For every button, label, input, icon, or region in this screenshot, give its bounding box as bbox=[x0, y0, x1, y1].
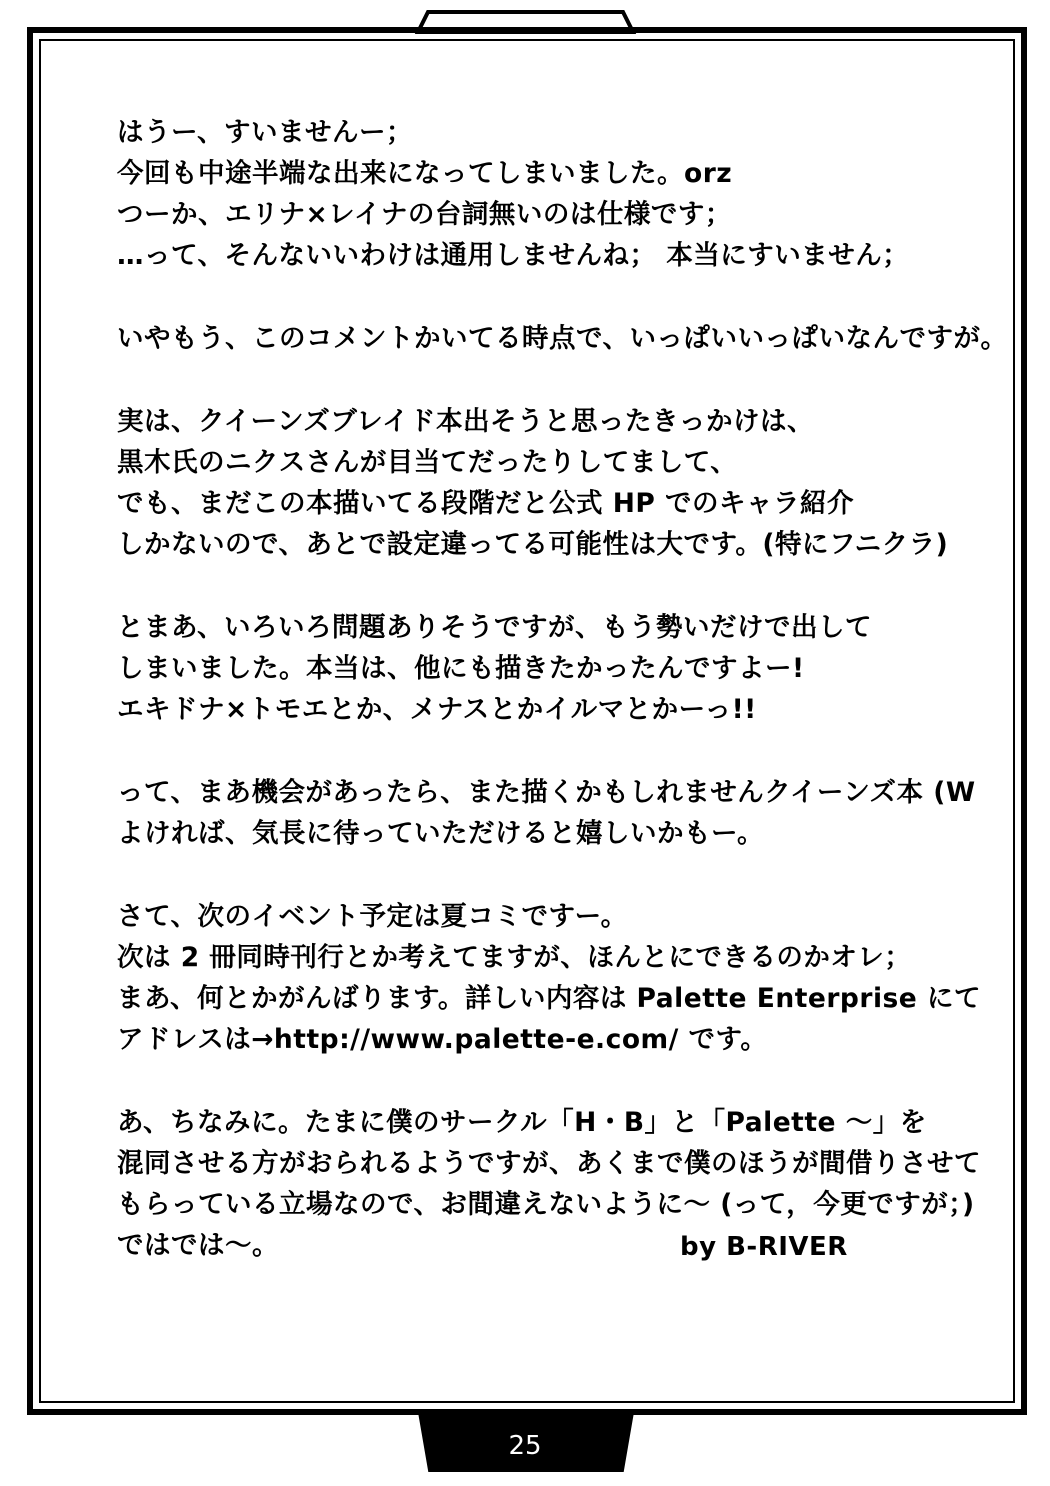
text-line: ではでは～。 bbox=[117, 1230, 279, 1261]
text-line: エキドナ×トモエとか、メナスとかイルマとかーっ!! bbox=[117, 694, 757, 725]
afterword-body bbox=[117, 112, 1008, 1266]
text-line: しまいました。本当は、他にも描きたかったんですよー! bbox=[117, 653, 805, 684]
paragraph-1 bbox=[117, 112, 977, 276]
text-line: とまあ、いろいろ問題ありそうですが、もう勢いだけで出して bbox=[117, 612, 872, 643]
text-line: あ、ちなみに。たまに僕のサークル「H・B」と「Palette ～」を bbox=[117, 1107, 927, 1138]
text-line: よければ、気長に待っていただけると嬉しいかもー。 bbox=[117, 818, 764, 849]
paragraph-5 bbox=[117, 772, 977, 854]
author-signature: by B-RIVER bbox=[680, 1232, 848, 1262]
text-line: 混同させる方がおられるようですが、あくまで僕のほうが間借りさせて bbox=[117, 1148, 981, 1179]
page-number: 25 bbox=[508, 1431, 542, 1461]
text-line: もらっている立場なので、お間違えないように～ (って，今更ですが；) bbox=[117, 1189, 975, 1220]
text-line: …って、そんないいわけは通用しませんね； 本当にすいません； bbox=[117, 240, 910, 271]
paragraph-gap bbox=[117, 565, 977, 607]
text-line: でも、まだこの本描いてる段階だと公式 HP でのキャラ紹介 bbox=[117, 488, 855, 519]
text-line: まあ、何とかがんばります。詳しい内容は Palette Enterprise にて bbox=[117, 983, 981, 1014]
text-line: 実は、クイーンズブレイド本出そうと思ったきっかけは、 bbox=[117, 406, 814, 437]
text-line: 黒木氏のニクスさんが目当てだったりしてまして、 bbox=[117, 447, 738, 478]
text-line: 今回も中途半端な出来になってしまいました。orz bbox=[117, 158, 733, 189]
paragraph-7 bbox=[117, 1102, 981, 1266]
text-line: 次は 2 冊同時刊行とか考えてますが、ほんとにできるのかオレ； bbox=[117, 942, 912, 973]
paragraph-3 bbox=[117, 401, 977, 565]
text-line: さて、次のイベント予定は夏コミですー。 bbox=[117, 901, 628, 932]
text-line: つーか、エリナ×レイナの台詞無いのは仕様です； bbox=[117, 199, 732, 230]
paragraph-gap bbox=[117, 1060, 977, 1102]
paragraph-gap bbox=[117, 854, 977, 896]
text-line: いやもう、このコメントかいてる時点で、いっぱいいっぱいなんですが。 bbox=[117, 323, 1008, 354]
paragraph-2 bbox=[117, 318, 1008, 359]
paragraph-gap bbox=[117, 359, 977, 401]
text-line: はうー、すいませんー； bbox=[117, 117, 413, 148]
paragraph-4 bbox=[117, 607, 977, 730]
text-line: アドレスは→http://www.palette-e.com/ です。 bbox=[117, 1024, 768, 1055]
paragraph-6 bbox=[117, 896, 981, 1060]
paragraph-gap bbox=[117, 730, 977, 772]
text-line: って、まあ機会があったら、また描くかもしれませんクイーンズ本 (W bbox=[117, 777, 976, 808]
text-line: しかないので、あとで設定違ってる可能性は大です。(特にフニクラ) bbox=[117, 529, 949, 560]
paragraph-gap bbox=[117, 276, 977, 318]
